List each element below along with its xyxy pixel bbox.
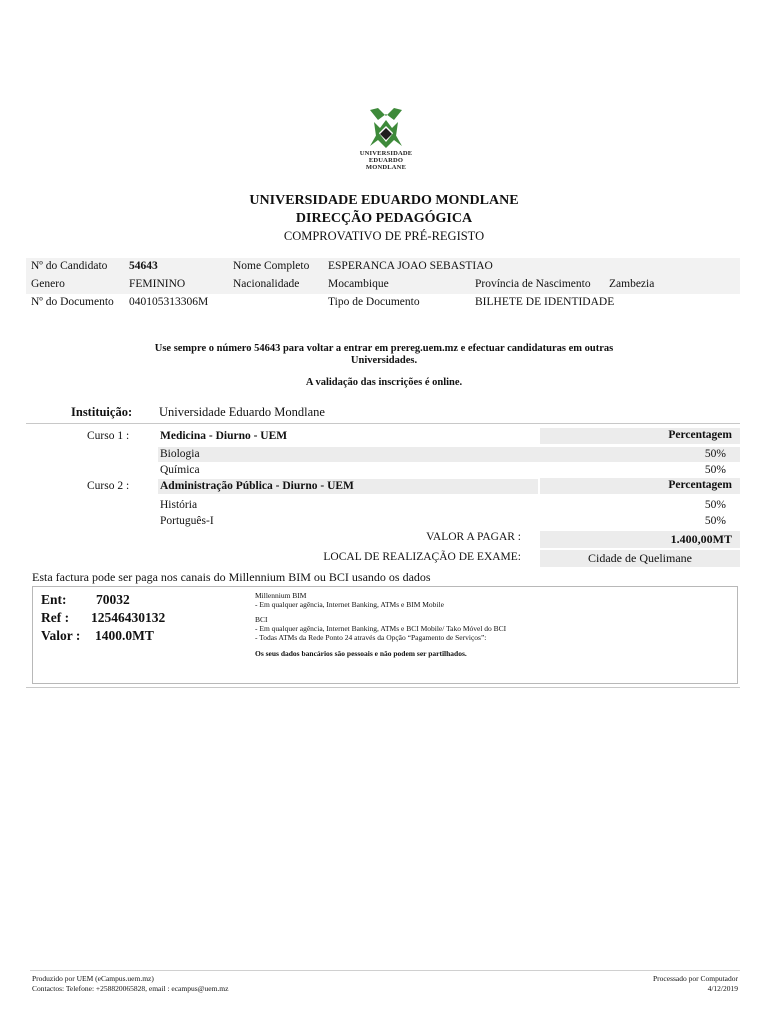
institution-name: Universidade Eduardo Mondlane [159,405,325,419]
subject-name: Química [160,464,200,476]
reference-label: Ref : [41,610,70,625]
course-1-row [158,429,538,444]
percent-header-label: Percentagem [668,479,732,491]
course-1-label: Curso 1 : [87,430,130,442]
value-amount: 1400.0MT [95,628,154,643]
uem-emblem-icon [366,106,406,150]
university-logo [358,106,414,178]
gender: FEMININO [129,278,186,290]
reference-value: 12546430132 [91,610,166,625]
value-label: Valor : [41,628,81,643]
invoice-note: Esta factura pode ser paga nos canais do Millennium BIM ou BCI usando os dados [32,570,431,584]
document-type-value: BILHETE DE IDENTIDADE [475,296,615,308]
divider [26,687,740,688]
exam-location-box [540,550,740,567]
course-2-label: Curso 2 : [87,480,130,492]
nationality-label: Nacionalidade [233,278,300,290]
footer-contacts: Contactos: Telefone: +258820065828, email : ecampus@uem.mz [32,984,229,993]
payment-reference-box [32,586,738,684]
logo-text-line2: EDUARDO [368,157,404,164]
exam-location-label: LOCAL DE REALIZAÇÃO DE EXAME: [323,551,521,563]
bci-instructions-1: - Em qualquer agência, Internet Banking, ATMs e BCI Mobile/ Tako Móvel do BCI [255,624,507,633]
subject-row [158,514,740,529]
course-1-percent-header [540,428,740,444]
subject-name: História [160,499,198,511]
amount-due: 1.400,00MT [670,532,732,546]
subject-row [158,463,740,478]
amount-due-box [540,531,740,548]
subject-row [158,498,740,513]
notice-line-2: Universidades. [350,355,418,366]
subject-name: Biologia [160,448,200,460]
gender-label: Genero [31,278,65,290]
bci-title: BCI [255,615,268,624]
logo-text-line3: MONDLANE [365,164,407,171]
birth-province: Zambezia [609,278,655,290]
document-type: COMPROVATIVO DE PRÉ-REGISTO [283,229,485,243]
logo-text-line1: UNIVERSIDADE [359,150,413,157]
university-title: UNIVERSIDADE EDUARDO MONDLANE [249,193,519,208]
full-name: ESPERANCA JOAO SEBASTIAO [328,260,493,272]
candidate-row-3 [26,294,740,312]
course-1-name: Medicina - Diurno - UEM [160,430,288,442]
subject-percent: 50% [704,515,726,527]
privacy-warning: Os seus dados bancários são pessoais e não podem ser partilhados. [255,649,467,658]
subject-percent: 50% [704,448,726,460]
exam-location: Cidade de Quelimane [588,551,692,565]
subject-percent: 50% [704,499,726,511]
divider [26,423,740,424]
bci-instructions-2: - Todas ATMs da Rede Ponto 24 através da Opção “Pagamento de Serviços”: [255,633,487,642]
notice-line-1: Use sempre o número 54643 para voltar a entrar em prereg.uem.mz e efectuar candidaturas em outras [154,343,614,354]
candidate-row-1 [26,258,740,276]
subject-name: Português-I [160,515,214,527]
course-2-name: Administração Pública - Diurno - UEM [160,480,354,492]
subject-row [158,447,740,462]
institution-label: Instituição: [71,405,133,419]
nationality: Mocambique [328,278,389,290]
subject-percent: 50% [704,464,726,476]
candidate-number-label: Nº do Candidato [31,260,108,272]
entity-label: Ent: [41,592,67,607]
candidate-number: 54643 [129,260,158,272]
document-number-label: Nº do Documento [31,296,114,308]
course-2-percent-header [540,478,740,494]
course-2-row [158,479,538,494]
full-name-label: Nome Completo [233,260,310,272]
footer-processed: Processado por Computador [653,974,738,983]
document-type-label: Tipo de Documento [328,296,420,308]
bim-title: Millennium BIM [255,591,307,600]
footer-date: 4/12/2019 [707,984,738,993]
document-number: 040105313306M [129,296,209,308]
birth-province-label: Província de Nascimento [475,278,591,290]
entity-value: 70032 [96,592,130,607]
bim-instructions: - Em qualquer agência, Internet Banking, ATMs e BIM Mobile [255,600,444,609]
percent-header-label: Percentagem [668,429,732,441]
candidate-row-2 [26,276,740,294]
validation-notice: A validação das inscrições é online. [305,377,463,388]
footer-producer: Produzido por UEM (eCampus.uem.mz) [32,974,154,983]
footer-divider [30,970,740,971]
amount-due-label: VALOR A PAGAR : [426,531,521,543]
department-title: DIRECÇÃO PEDAGÓGICA [295,211,473,226]
